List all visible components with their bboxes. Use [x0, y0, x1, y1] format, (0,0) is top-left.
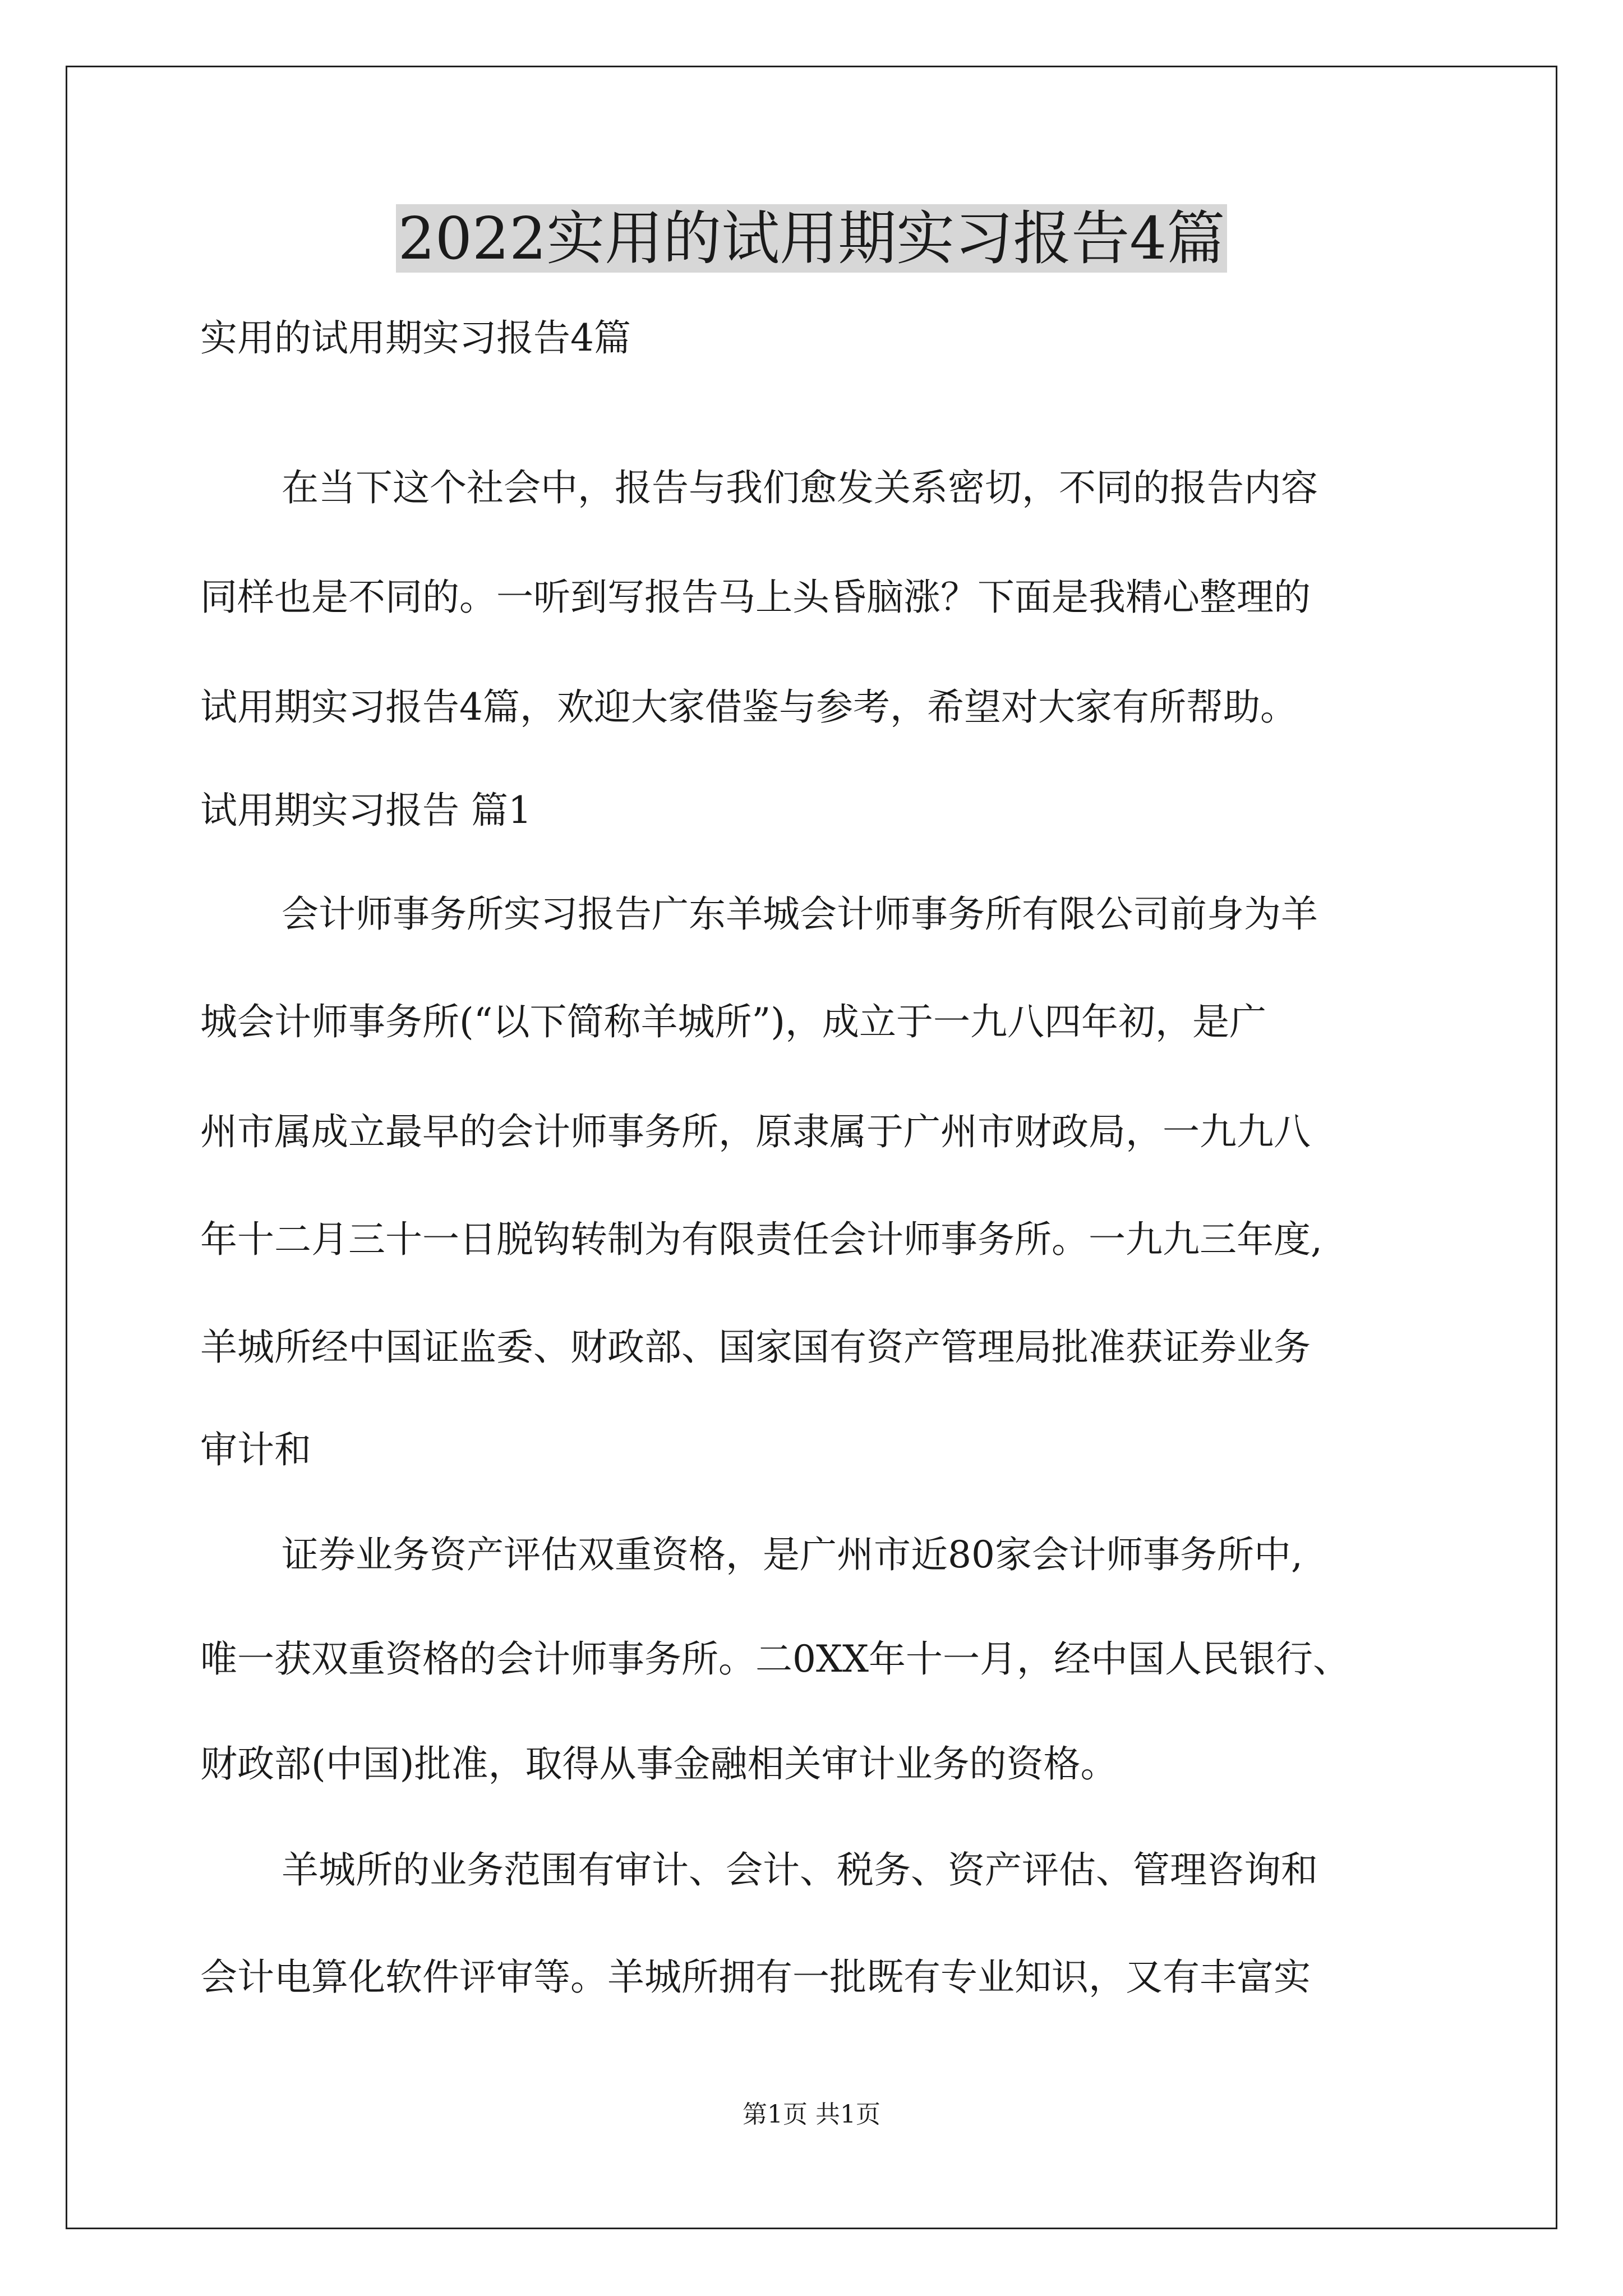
- paragraph-line: 唯一获双重资格的会计师事务所。二0XX年十一月，经中国人民银行、: [200, 1637, 1350, 1681]
- paragraph-line: 在当下这个社会中，报告与我们愈发关系密切，不同的报告内容: [282, 466, 1318, 509]
- page-footer: 第1页 共1页: [743, 2100, 880, 2129]
- paragraph-line: 会计师事务所实习报告广东羊城会计师事务所有限公司前身为羊: [282, 892, 1318, 936]
- paragraph-line: 证券业务资产评估双重资格，是广州市近80家会计师事务所中,: [282, 1533, 1303, 1576]
- section-heading: 试用期实习报告 篇1: [200, 789, 532, 832]
- subtitle-line: 实用的试用期实习报告4篇: [200, 316, 631, 360]
- paragraph-line: 财政部(中国)批准，取得从事金融相关审计业务的资格。: [200, 1742, 1118, 1786]
- paragraph-line: 年十二月三十一日脱钩转制为有限责任会计师事务所。一九九三年度,: [200, 1218, 1322, 1261]
- paragraph-line: 试用期实习报告4篇，欢迎大家借鉴与参考，希望对大家有所帮助。: [200, 685, 1297, 729]
- document-title-text: 2022实用的试用期实习报告4篇: [396, 204, 1228, 273]
- paragraph-line: 州市属成立最早的会计师事务所，原隶属于广州市财政局，一九九八: [200, 1110, 1311, 1153]
- paragraph-line: 审计和: [200, 1428, 311, 1471]
- paragraph-line: 羊城所经中国证监委、财政部、国家国有资产管理局批准获证券业务: [200, 1326, 1311, 1369]
- paragraph-line: 会计电算化软件评审等。羊城所拥有一批既有专业知识，又有丰富实: [200, 1955, 1311, 1999]
- paragraph-line: 同样也是不同的。一听到写报告马上头昏脑涨？下面是我精心整理的: [200, 576, 1311, 619]
- paragraph-line: 城会计师事务所(“以下简称羊城所”)，成立于一九八四年初，是广: [200, 1000, 1266, 1043]
- paragraph-line: 羊城所的业务范围有审计、会计、税务、资产评估、管理咨询和: [282, 1848, 1318, 1892]
- document-title: [0, 199, 1623, 278]
